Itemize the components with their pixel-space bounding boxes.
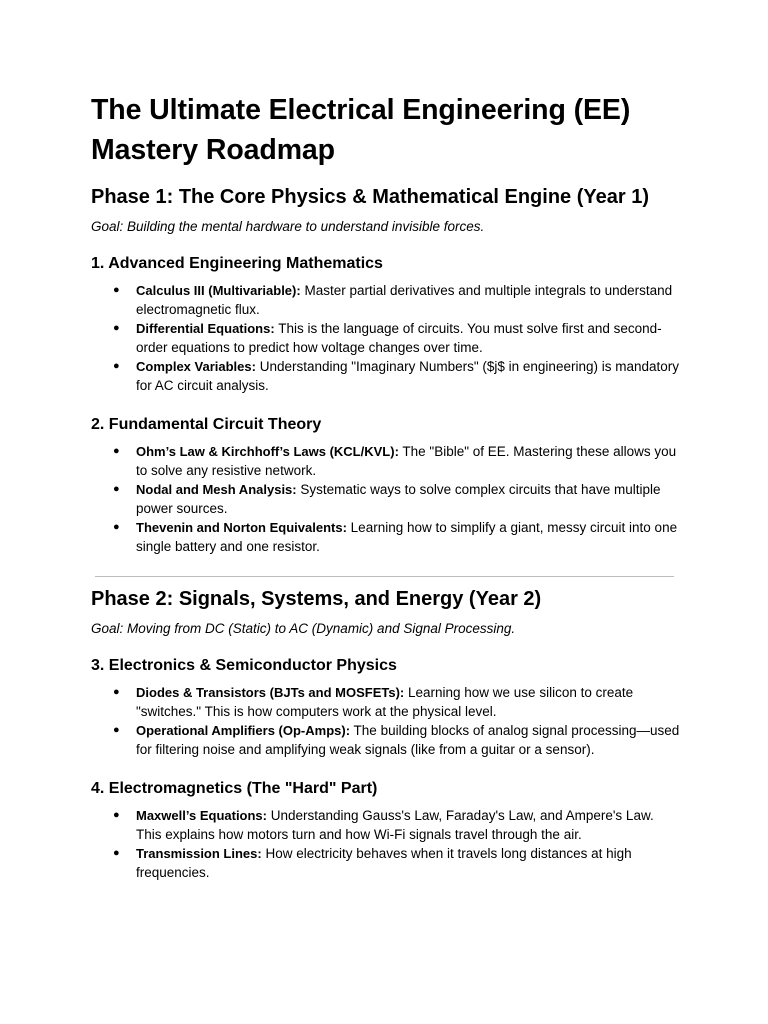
item-text: The building blocks of analog signal processing—used for filtering noise and amplifying weak signals (like from a guitar or a sensor). xyxy=(136,723,680,757)
list-item xyxy=(91,442,681,480)
list-item xyxy=(91,518,681,556)
list-item xyxy=(91,721,681,759)
bullet-icon: ● xyxy=(113,322,120,334)
section-4-list xyxy=(91,806,681,882)
bullet-icon: ● xyxy=(113,847,120,859)
item-text: Systematic ways to solve complex circuits that have multiple power sources. xyxy=(136,482,661,516)
list-item xyxy=(91,844,681,882)
item-term: Nodal and Mesh Analysis: xyxy=(136,482,297,497)
item-text: Learning how to simplify a giant, messy circuit into one single battery and one resistor. xyxy=(136,520,678,554)
item-term: Complex Variables: xyxy=(136,359,256,374)
section-1-list xyxy=(91,281,681,395)
bullet-icon: ● xyxy=(113,284,120,296)
section-2-list xyxy=(91,442,681,556)
item-term: Ohm’s Law & Kirchhoff’s Laws (KCL/KVL): xyxy=(136,444,399,459)
list-item xyxy=(91,281,681,319)
phase-2-title: Phase 2: Signals, Systems, and Energy (Year 2) xyxy=(91,588,542,610)
item-text: Understanding Gauss's Law, Faraday's Law, and Ampere's Law. This explains how motors turn and how Wi-Fi signals travel through the air. xyxy=(136,808,654,842)
list-item xyxy=(91,357,681,395)
item-text: The "Bible" of EE. Mastering these allows you to solve any resistive network. xyxy=(136,444,677,478)
bullet-icon: ● xyxy=(113,809,120,821)
section-1-title: 1. Advanced Engineering Mathematics xyxy=(91,255,383,272)
document-page xyxy=(91,90,681,902)
item-text: Understanding "Imaginary Numbers" ($j$ in engineering) is mandatory for AC circuit analysis. xyxy=(136,359,679,393)
bullet-icon: ● xyxy=(113,686,120,698)
phase-2-goal: Goal: Moving from DC (Static) to AC (Dynamic) and Signal Processing. xyxy=(91,621,516,636)
section-divider xyxy=(95,576,674,577)
bullet-icon: ● xyxy=(113,360,120,372)
phase-1-goal: Goal: Building the mental hardware to understand invisible forces. xyxy=(91,219,485,234)
list-item xyxy=(91,806,681,844)
bullet-icon: ● xyxy=(113,521,120,533)
item-text: This is the language of circuits. You must solve first and second-order equations to predict how voltage changes over time. xyxy=(136,321,662,355)
list-item xyxy=(91,480,681,518)
item-text: How electricity behaves when it travels long distances at high frequencies. xyxy=(136,846,632,880)
item-term: Transmission Lines: xyxy=(136,846,262,861)
document-title: The Ultimate Electrical Engineering (EE) Mastery Roadmap xyxy=(91,94,631,166)
item-term: Calculus III (Multivariable): xyxy=(136,283,301,298)
item-text: Learning how we use silicon to create "switches." This is how computers work at the physical level. xyxy=(136,685,634,719)
item-term: Differential Equations: xyxy=(136,321,275,336)
item-term: Operational Amplifiers (Op-Amps): xyxy=(136,723,351,738)
bullet-icon: ● xyxy=(113,483,120,495)
section-3-title: 3. Electronics & Semiconductor Physics xyxy=(91,657,397,674)
bullet-icon: ● xyxy=(113,445,120,457)
section-4-title: 4. Electromagnetics (The "Hard" Part) xyxy=(91,780,378,797)
item-term: Diodes & Transistors (BJTs and MOSFETs): xyxy=(136,685,405,700)
phase-1-title: Phase 1: The Core Physics & Mathematical Engine (Year 1) xyxy=(91,186,649,208)
item-term: Maxwell’s Equations: xyxy=(136,808,267,823)
item-term: Thevenin and Norton Equivalents: xyxy=(136,520,347,535)
item-text: Master partial derivatives and multiple integrals to understand electromagnetic flux. xyxy=(136,283,673,317)
section-3-list xyxy=(91,683,681,759)
list-item xyxy=(91,683,681,721)
list-item xyxy=(91,319,681,357)
bullet-icon: ● xyxy=(113,724,120,736)
section-2-title: 2. Fundamental Circuit Theory xyxy=(91,416,322,433)
